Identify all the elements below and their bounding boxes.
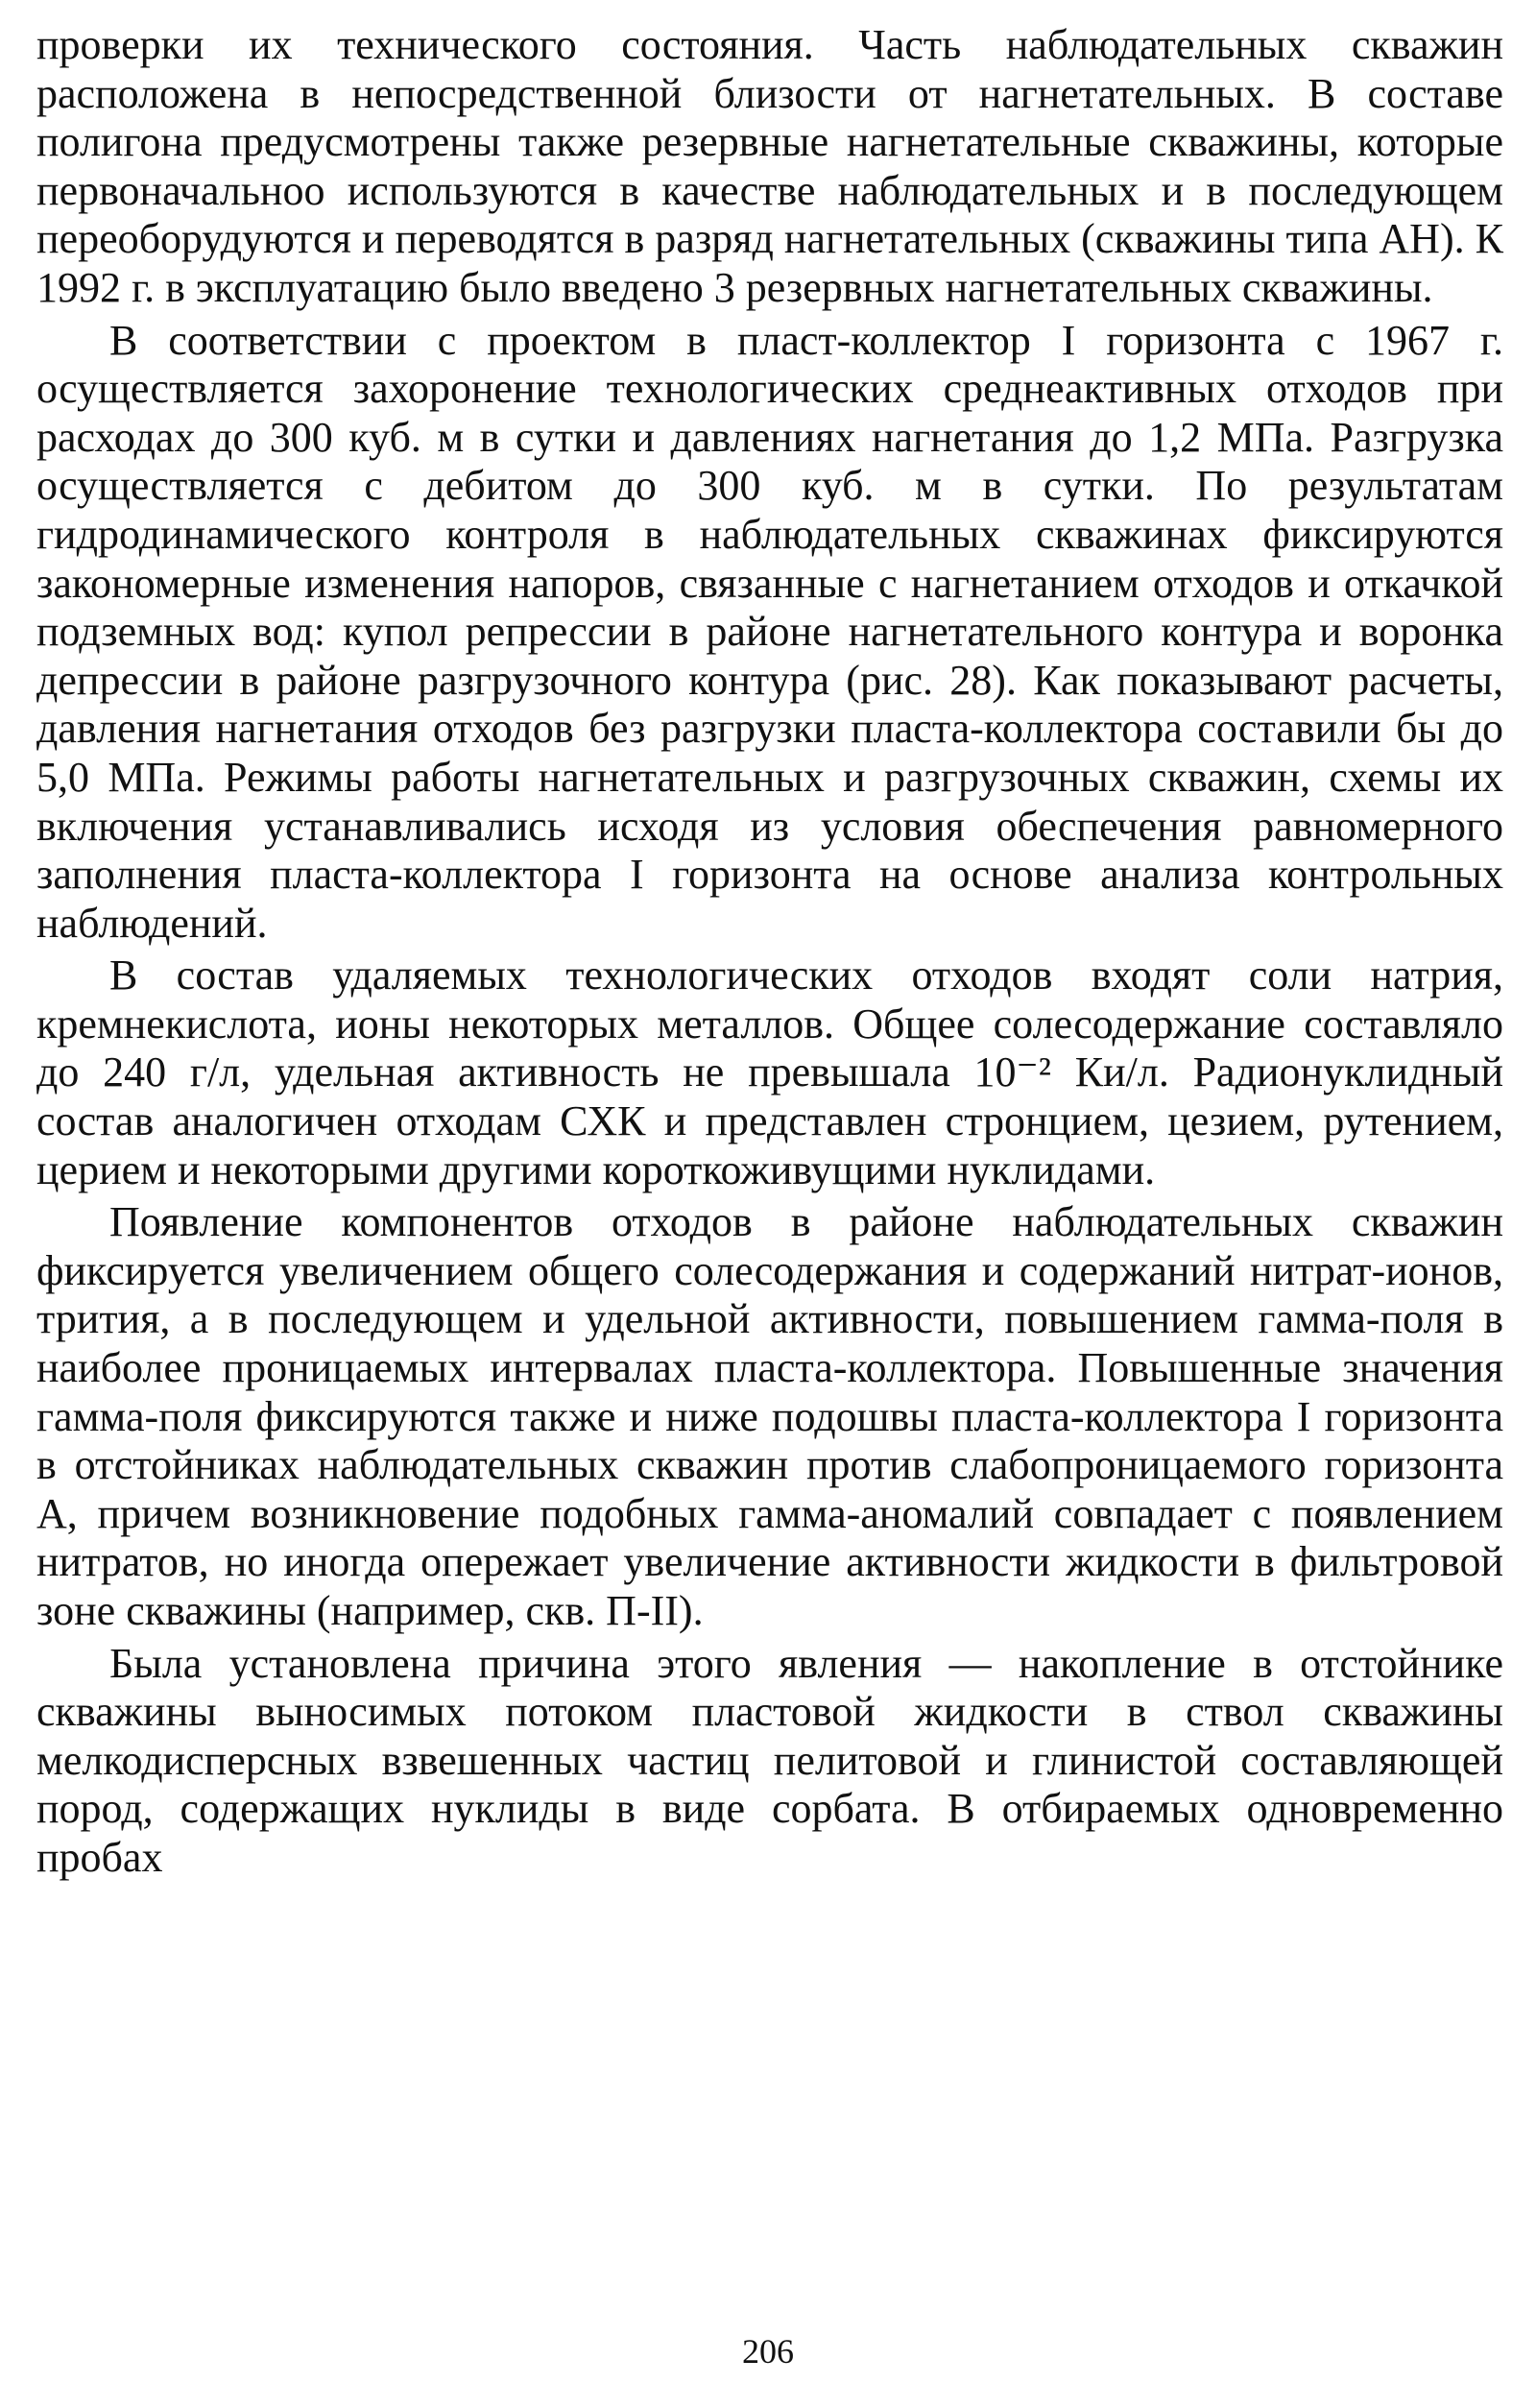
document-page [36, 21, 1503, 1887]
paragraph-continuation: проверки их технического состояния. Часть наблюдательных скважин расположена в непосредственной близости от нагнетательных. В составе полигона предусмотрены также резервные нагнетательные скважины, которые первоначальноо используются в качестве наблюдательных и в последующем переоборудуются и переводятся в разряд нагнетательных (скважины типа АН). К 1992 г. в эксплуатацию было введено 3 резервных нагнетательных скважины. [36, 21, 1503, 311]
paragraph-cause: Была установлена причина этого явления — накопление в отстойнике скважины выносимых потоком пластовой жидкости в ствол скважины мелкодисперсных взвешенных частиц пелитовой и глинистой составляющей пород, содержащих нуклиды в виде сорбата. В отбираемых одновременно пробах [36, 1639, 1503, 1881]
paragraph-waste-detection: Появление компонентов отходов в районе наблюдательных скважин фиксируется увеличением общего солесодержания и содержаний нитрат-ионов, трития, а в последующем и удельной активности, повышением гамма-поля в наиболее проницаемых интервалах пласта-коллектора. Повышенные значения гамма-поля фиксируются также и ниже подошвы пласта-коллектора I горизонта в отстойниках наблюдательных скважин против слабопроницаемого горизонта А, причем возникновение подобных гамма-аномалий совпадает с появлением нитратов, но иногда опережает увеличение активности жидкости в фильтровой зоне скважины (например, скв. П-II). [36, 1198, 1503, 1634]
paragraph-waste-composition: В состав удаляемых технологических отходов входят соли натрия, кремнекислота, ионы некоторых металлов. Общее солесодержание составляло до 240 г/л, удельная активность не превышала 10⁻² Ки/л. Радионуклидный состав аналогичен отходам СХК и представлен стронцием, цезием, рутением, церием и некоторыми другими короткоживущими нуклидами. [36, 951, 1503, 1193]
paragraph-disposal-project: В соответствии с проектом в пласт-коллектор I горизонта с 1967 г. осуществляется захоронение технологических среднеактивных отходов при расходах до 300 куб. м в сутки и давлениях нагнетания до 1,2 МПа. Разгрузка осуществляется с дебитом до 300 куб. м в сутки. По результатам гидродинамического контроля в наблюдательных скважинах фиксируются закономерные изменения напоров, связанные с нагнетанием отходов и откачкой подземных вод: купол репрессии в районе нагнетательного контура и воронка депрессии в районе разгрузочного контура (рис. 28). Как показывают расчеты, давления нагнетания отходов без разгрузки пласта-коллектора составили бы до 5,0 МПа. Режимы работы нагнетательных и разгрузочных скважин, схемы их включения устанавливались исходя из условия обеспечения равномерного заполнения пласта-коллектора I горизонта на основе анализа контрольных наблюдений. [36, 316, 1503, 947]
page-number: 206 [742, 2332, 794, 2371]
